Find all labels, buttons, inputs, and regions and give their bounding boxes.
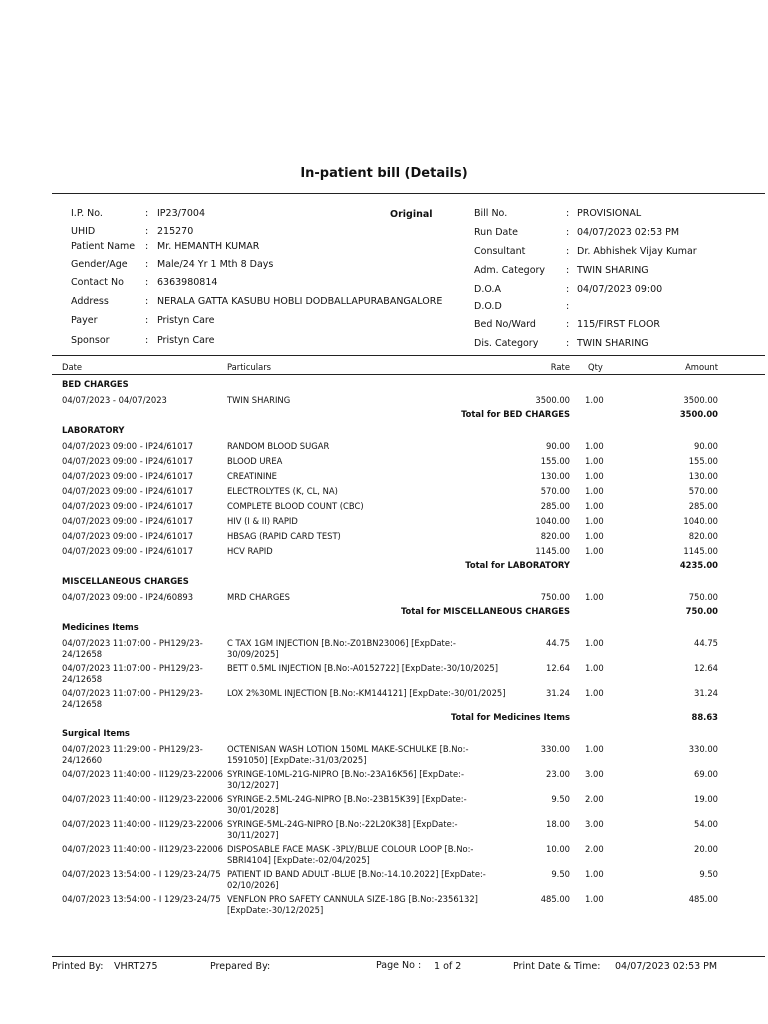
item-rate: 18.00	[546, 819, 570, 829]
printed-by-value: VHRT275	[114, 961, 158, 972]
section-total-label: Total for Medicines Items	[450, 712, 570, 722]
item-amount: 90.00	[694, 441, 718, 451]
print-date-label: Print Date & Time:	[513, 961, 601, 972]
item-rate: 155.00	[540, 456, 570, 466]
bill-field-label: Run Date	[474, 227, 518, 238]
item-date: 04/07/2023 13:54:00 - I 129/23-24/75	[62, 869, 221, 879]
item-amount: 9.50	[699, 869, 718, 879]
item-rate: 9.50	[551, 794, 570, 804]
field-colon: :	[145, 335, 149, 346]
field-colon: :	[566, 284, 570, 295]
item-rate: 10.00	[546, 844, 570, 854]
header-divider-bottom	[52, 355, 765, 356]
item-amount: 19.00	[694, 794, 718, 804]
item-qty: 1.00	[585, 441, 604, 451]
patient-field-value: NERALA GATTA KASUBU HOBLI DODBALLAPURABANGALORE	[157, 296, 443, 307]
item-amount: 1145.00	[683, 546, 718, 556]
field-colon: :	[566, 338, 570, 349]
table-header-divider	[52, 374, 765, 375]
field-colon: :	[566, 246, 570, 257]
bill-field-value: 04/07/2023 09:00	[577, 284, 663, 295]
item-amount: 155.00	[688, 456, 718, 466]
item-particulars: CREATININE	[227, 471, 277, 481]
section-heading: Surgical Items	[62, 728, 130, 738]
original-label: Original	[390, 209, 433, 220]
item-qty: 2.00	[585, 844, 604, 854]
item-qty: 1.00	[585, 592, 604, 602]
page-title: In-patient bill (Details)	[300, 166, 468, 181]
field-colon: :	[145, 277, 149, 288]
col-date: Date	[62, 362, 83, 372]
field-colon: :	[145, 259, 149, 270]
patient-field-label: Contact No	[71, 277, 124, 288]
item-amount: 54.00	[694, 819, 718, 829]
section-heading: BED CHARGES	[62, 379, 129, 389]
item-qty: 1.00	[585, 471, 604, 481]
section-total-label: Total for BED CHARGES	[461, 409, 570, 419]
item-amount: 31.24	[694, 688, 718, 698]
print-date-value: 04/07/2023 02:53 PM	[615, 961, 718, 972]
patient-field-value: Mr. HEMANTH KUMAR	[157, 241, 260, 252]
patient-field-label: Gender/Age	[71, 259, 128, 270]
item-qty: 3.00	[585, 769, 604, 779]
item-particulars: SYRINGE-10ML-21G-NIPRO [B.No:-23A16K56] [ExpDate:- 30/12/2027]	[227, 769, 464, 790]
item-date: 04/07/2023 11:40:00 - II129/23-22006	[62, 794, 223, 804]
item-amount: 485.00	[688, 894, 718, 904]
item-amount: 330.00	[688, 744, 718, 754]
bill-field-label: Bill No.	[474, 208, 508, 219]
field-colon: :	[145, 315, 149, 326]
field-colon: :	[566, 208, 570, 219]
item-particulars: DISPOSABLE FACE MASK -3PLY/BLUE COLOUR LOOP [B.No:- SBRI4104] [ExpDate:-02/04/2025]	[227, 844, 474, 865]
item-qty: 3.00	[585, 819, 604, 829]
col-particulars: Particulars	[227, 362, 272, 372]
item-qty: 2.00	[585, 794, 604, 804]
prepared-by-label: Prepared By:	[210, 961, 271, 972]
page-number: 1 of 2	[434, 961, 462, 972]
bill-field-value: TWIN SHARING	[577, 265, 649, 276]
bill-field-label: Bed No/Ward	[474, 319, 536, 330]
item-date: 04/07/2023 13:54:00 - I 129/23-24/75	[62, 894, 221, 904]
item-qty: 1.00	[585, 688, 604, 698]
item-amount: 285.00	[688, 501, 718, 511]
item-particulars: SYRINGE-5ML-24G-NIPRO [B.No:-22L20K38] [ExpDate:- 30/11/2027]	[227, 819, 458, 840]
field-colon: :	[145, 226, 149, 237]
item-rate: 820.00	[540, 531, 570, 541]
item-date: 04/07/2023 09:00 - IP24/61017	[62, 516, 194, 526]
item-qty: 1.00	[585, 501, 604, 511]
patient-field-value: IP23/7004	[157, 208, 205, 219]
item-date: 04/07/2023 11:40:00 - II129/23-22006	[62, 819, 223, 829]
item-date: 04/07/2023 11:07:00 - PH129/23- 24/12658	[62, 688, 203, 709]
bill-field-value: 04/07/2023 02:53 PM	[577, 227, 680, 238]
patient-field-label: UHID	[71, 226, 96, 237]
footer-divider	[52, 956, 765, 957]
bill-field-value: PROVISIONAL	[577, 208, 642, 219]
patient-field-label: Sponsor	[71, 335, 110, 346]
item-rate: 285.00	[540, 501, 570, 511]
item-particulars: ELECTROLYTES (K, CL, NA)	[227, 486, 338, 496]
item-date: 04/07/2023 09:00 - IP24/61017	[62, 546, 194, 556]
item-rate: 130.00	[540, 471, 570, 481]
item-qty: 1.00	[585, 894, 604, 904]
patient-field-value: Pristyn Care	[157, 335, 215, 346]
item-date: 04/07/2023 - 04/07/2023	[62, 395, 167, 405]
item-amount: 750.00	[688, 592, 718, 602]
item-amount: 1040.00	[683, 516, 718, 526]
item-qty: 1.00	[585, 546, 604, 556]
item-rate: 750.00	[540, 592, 570, 602]
field-colon: :	[145, 296, 149, 307]
item-qty: 1.00	[585, 456, 604, 466]
item-qty: 1.00	[585, 516, 604, 526]
item-particulars: COMPLETE BLOOD COUNT (CBC)	[227, 501, 364, 511]
item-particulars: OCTENISAN WASH LOTION 150ML MAKE-SCHULKE [B.No:- 1591050] [ExpDate:-31/03/2025]	[227, 744, 469, 765]
item-amount: 69.00	[694, 769, 718, 779]
bill-field-label: D.O.D	[474, 301, 502, 312]
item-rate: 23.00	[546, 769, 570, 779]
col-qty: Qty	[588, 362, 603, 372]
field-colon: :	[566, 301, 570, 312]
item-particulars: TWIN SHARING	[227, 395, 291, 405]
bill-field-value: 115/FIRST FLOOR	[577, 319, 661, 330]
item-rate: 44.75	[546, 638, 570, 648]
item-particulars: SYRINGE-2.5ML-24G-NIPRO [B.No:-23B15K39] [ExpDate:- 30/01/2028]	[227, 794, 467, 815]
item-particulars: PATIENT ID BAND ADULT -BLUE [B.No:-14.10.2022] [ExpDate:- 02/10/2026]	[227, 869, 486, 890]
field-colon: :	[145, 208, 149, 219]
item-date: 04/07/2023 11:40:00 - II129/23-22006	[62, 769, 223, 779]
item-qty: 1.00	[585, 486, 604, 496]
item-qty: 1.00	[585, 663, 604, 673]
page-label: Page No :	[376, 960, 422, 971]
section-total-amount: 3500.00	[679, 409, 718, 419]
item-rate: 1145.00	[535, 546, 570, 556]
header-divider-top	[52, 193, 765, 194]
section-heading: MISCELLANEOUS CHARGES	[62, 576, 189, 586]
item-rate: 1040.00	[535, 516, 570, 526]
item-particulars: HCV RAPID	[227, 546, 273, 556]
field-colon: :	[566, 227, 570, 238]
bill-field-label: Dis. Category	[474, 338, 539, 349]
item-date: 04/07/2023 11:40:00 - II129/23-22006	[62, 844, 223, 854]
bill-field-label: Adm. Category	[474, 265, 546, 276]
col-rate: Rate	[550, 362, 570, 372]
item-qty: 1.00	[585, 395, 604, 405]
item-date: 04/07/2023 09:00 - IP24/61017	[62, 456, 194, 466]
item-qty: 1.00	[585, 638, 604, 648]
item-rate: 3500.00	[535, 395, 570, 405]
item-particulars: HBSAG (RAPID CARD TEST)	[227, 531, 341, 541]
item-rate: 9.50	[551, 869, 570, 879]
item-date: 04/07/2023 09:00 - IP24/61017	[62, 441, 194, 451]
item-date: 04/07/2023 09:00 - IP24/61017	[62, 501, 194, 511]
item-amount: 570.00	[688, 486, 718, 496]
section-total-amount: 88.63	[691, 712, 718, 722]
item-date: 04/07/2023 11:07:00 - PH129/23- 24/12658	[62, 638, 203, 659]
patient-field-label: Payer	[71, 315, 98, 326]
item-rate: 485.00	[540, 894, 570, 904]
bill-field-value: TWIN SHARING	[577, 338, 649, 349]
patient-field-value: Pristyn Care	[157, 315, 215, 326]
item-particulars: LOX 2%30ML INJECTION [B.No:-KM144121] [ExpDate:-30/01/2025]	[227, 688, 506, 698]
item-particulars: RANDOM BLOOD SUGAR	[227, 441, 330, 451]
item-rate: 570.00	[540, 486, 570, 496]
item-date: 04/07/2023 11:07:00 - PH129/23- 24/12658	[62, 663, 203, 684]
item-date: 04/07/2023 09:00 - IP24/61017	[62, 471, 194, 481]
patient-field-value: Male/24 Yr 1 Mth 8 Days	[157, 259, 274, 270]
item-rate: 12.64	[546, 663, 570, 673]
item-qty: 1.00	[585, 744, 604, 754]
patient-field-label: Patient Name	[71, 241, 136, 252]
section-total-label: Total for LABORATORY	[465, 560, 570, 570]
item-date: 04/07/2023 09:00 - IP24/61017	[62, 531, 194, 541]
item-rate: 31.24	[546, 688, 570, 698]
bill-field-label: Consultant	[474, 246, 526, 257]
item-amount: 12.64	[694, 663, 718, 673]
patient-field-value: 6363980814	[157, 277, 218, 288]
printed-by-label: Printed By:	[52, 961, 104, 972]
bill-field-value: Dr. Abhishek Vijay Kumar	[577, 246, 697, 257]
item-amount: 130.00	[688, 471, 718, 481]
col-amount: Amount	[685, 362, 718, 372]
section-heading: LABORATORY	[62, 425, 125, 435]
item-particulars: BLOOD UREA	[227, 456, 283, 466]
item-rate: 90.00	[546, 441, 570, 451]
item-amount: 820.00	[688, 531, 718, 541]
item-rate: 330.00	[540, 744, 570, 754]
section-total-amount: 750.00	[685, 606, 718, 616]
patient-field-label: I.P. No.	[71, 208, 103, 219]
patient-field-value: 215270	[157, 226, 194, 237]
item-amount: 44.75	[694, 638, 718, 648]
patient-field-label: Address	[71, 296, 109, 307]
bill-field-label: D.O.A	[474, 284, 501, 295]
item-particulars: BETT 0.5ML INJECTION [B.No:-A0152722] [ExpDate:-30/10/2025]	[227, 663, 499, 673]
section-total-label: Total for MISCELLANEOUS CHARGES	[400, 606, 570, 616]
item-amount: 20.00	[694, 844, 718, 854]
field-colon: :	[566, 265, 570, 276]
item-particulars: HIV (I & II) RAPID	[227, 516, 298, 526]
item-qty: 1.00	[585, 869, 604, 879]
item-particulars: C TAX 1GM INJECTION [B.No:-Z01BN23006] [ExpDate:- 30/09/2025]	[227, 638, 456, 659]
item-qty: 1.00	[585, 531, 604, 541]
section-total-amount: 4235.00	[679, 560, 718, 570]
item-date: 04/07/2023 09:00 - IP24/61017	[62, 486, 194, 496]
item-date: 04/07/2023 09:00 - IP24/60893	[62, 592, 194, 602]
section-heading: Medicines Items	[62, 622, 139, 632]
field-colon: :	[145, 241, 149, 252]
item-date: 04/07/2023 11:29:00 - PH129/23- 24/12660	[62, 744, 203, 765]
field-colon: :	[566, 319, 570, 330]
item-particulars: VENFLON PRO SAFETY CANNULA SIZE-18G [B.No:-2356132] [ExpDate:-30/12/2025]	[227, 894, 478, 915]
item-particulars: MRD CHARGES	[227, 592, 290, 602]
item-amount: 3500.00	[683, 395, 718, 405]
